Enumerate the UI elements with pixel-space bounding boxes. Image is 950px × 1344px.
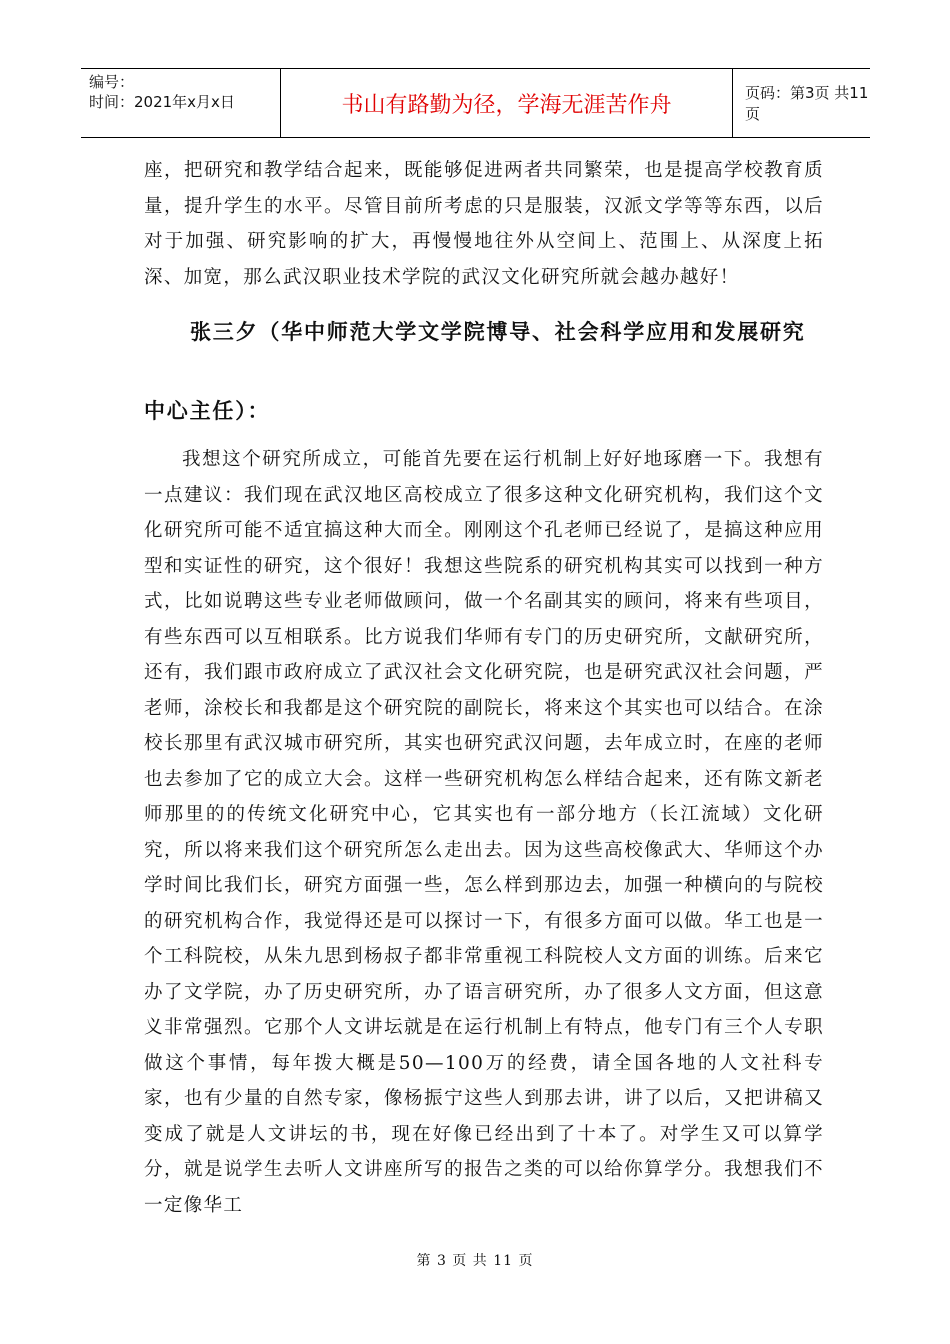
header-page-cell bbox=[733, 69, 870, 137]
header-motto-cell bbox=[281, 69, 733, 137]
number-label: 编号： bbox=[89, 73, 135, 91]
speaker-heading-line-2: 中心主任）： bbox=[144, 399, 271, 423]
speaker-heading-line-1: 张三夕（华中师范大学文学院博导、社会科学应用和发展研究 bbox=[190, 320, 806, 344]
body-paragraph-2: 我想这个研究所成立，可能首先要在运行机制上好好地琢磨一下。我想有一点建议：我们现在武汉地区高校成立了很多这种文化研究机构，我们这个文化研究所可能不适宜搞这种大而全。刚刚这个孔老师已经说了，是搞这种应用型和实证性的研究，这个很好！我想这些院系的研究机构其实可以找到一种方式，比如说聘这些专业老师做顾问，做一个名副其实的顾问，将来有些项目，有些东西可以互相联系。比方说我们华师有专门的历史研究所，文献研究所，还有，我们跟市政府成立了武汉社会文化研究院，也是研究武汉社会问题，严老师，涂校长和我都是这个研究院的副院长，将来这个其实也可以结合。在涂校长那里有武汉城市研究所，其实也研究武汉问题，去年成立时，在座的老师也去参加了它的成立大会。这样一些研究机构怎么样结合起来，还有陈文新老师那里的的传统文化研究中心，它其实也有一部分地方（长江流域）文化研究，所以将来我们这个研究所怎么走出去。因为这些高校像武大、华师这个办学时间比我们长，研究方面强一些，怎么样到那边去，加强一种横向的与院校的研究机构合作，我觉得还是可以探讨一下，有很多方面可以做。华工也是一个工科院校，从朱九思到杨叔子都非常重视工科院校人文方面的训练。后来它办了文学院，办了历史研究所，办了语言研究所，办了很多人文方面，但这意义非常强烈。它那个人文讲坛就是在运行机制上有特点，他专门有三个人专职做这个事情，每年拨大概是50—100万的经费，请全国各地的人文社科专家，也有少量的自然专家，像杨振宁这些人到那去讲，讲了以后，又把讲稿又变成了就是人文讲坛的书，现在好像已经出到了十本了。对学生又可以算学分，就是说学生去听人文讲座所写的报告之类的可以给你算学分。我想我们不一定像华工 bbox=[144, 449, 824, 1216]
motto-text: 书山有路勤为径，学海无涯苦作舟 bbox=[341, 92, 672, 118]
time-label: 时间：2021年x月x日 bbox=[89, 93, 235, 111]
page-footer: 第 3 页 共 11 页 bbox=[416, 1253, 534, 1269]
header-meta-cell bbox=[81, 69, 281, 137]
body-paragraph-1: 座，把研究和教学结合起来，既能够促进两者共同繁荣，也是提高学校教育质量，提升学生的水平。尽管目前所考虑的只是服装，汉派文学等等东西，以后对于加强、研究影响的扩大，再慢慢地往外从空间上、范围上、从深度上拓深、加宽，那么武汉职业技术学院的武汉文化研究所就会越办越好！ bbox=[144, 160, 824, 288]
page-label: 页码：第3页 共11页 bbox=[745, 84, 869, 123]
page-header bbox=[81, 68, 870, 138]
